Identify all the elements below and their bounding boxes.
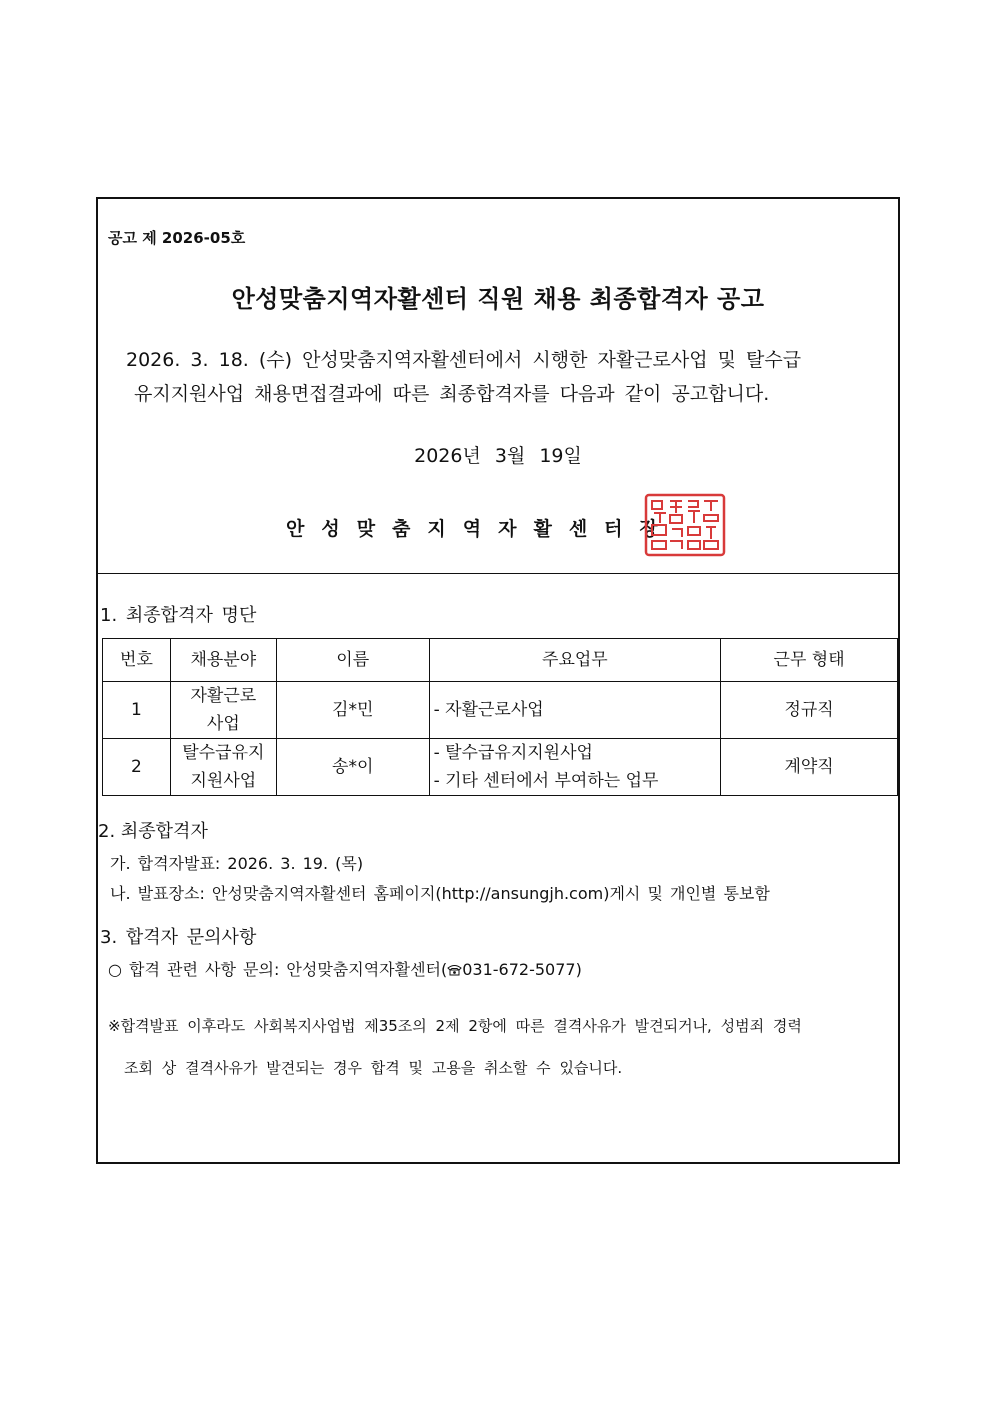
- column-header: 번호: [103, 639, 171, 682]
- row-employment-type: 정규직: [721, 682, 898, 739]
- section3-heading: 3. 합격자 문의사항: [100, 927, 257, 948]
- row-field: [170, 739, 276, 796]
- duty-line: - 자활근로사업: [433, 700, 544, 720]
- field-line: 자활근로: [190, 686, 257, 706]
- column-header: 이름: [276, 639, 429, 682]
- column-header: 채용분야: [170, 639, 276, 682]
- notice-date: 2026년 3월 19일: [414, 445, 582, 467]
- page-title: 안성맞춤지역자활센터 직원 채용 최종합격자 공고: [231, 285, 765, 313]
- duty-line: - 기타 센터에서 부여하는 업무: [433, 771, 659, 791]
- table-header-row: [103, 639, 898, 682]
- field-line: 지원사업: [190, 771, 257, 791]
- official-seal-icon: [644, 493, 726, 557]
- row-duty: [429, 739, 721, 796]
- section2-heading: 2. 최종합격자: [98, 821, 208, 842]
- duty-line: - 탈수급유지지원사업: [433, 743, 593, 763]
- field-line: 사업: [206, 714, 240, 734]
- announcement-place-item: 나. 발표장소: 안성맞춤지역자활센터 홈페이지(http://ansungjh.com)게시 및 개인별 통보함: [110, 884, 770, 903]
- row-field: [170, 682, 276, 739]
- disclaimer-line-1: ※합격발표 이후라도 사회복지사업법 제35조의 2제 2항에 따른 결격사유가 발견되거나, 성범죄 경력: [108, 1017, 802, 1035]
- column-header: 주요업무: [429, 639, 721, 682]
- phone-icon: [447, 961, 462, 973]
- row-name: 김*민: [276, 682, 429, 739]
- row-employment-type: 계약직: [721, 739, 898, 796]
- table-row: [103, 739, 898, 796]
- notice-number: 공고 제 2026-05호: [108, 229, 246, 247]
- intro-line-1: 2026. 3. 18. (수) 안성맞춤지역자활센터에서 시행한 자활근로사업 및 탈수급: [126, 349, 802, 371]
- contact-prefix: ○ 합격 관련 사항 문의: 안성맞춤지역자활센터(: [108, 960, 448, 979]
- announcement-date-item: 가. 합격자발표: 2026. 3. 19. (목): [110, 854, 364, 873]
- table-row: [103, 682, 898, 739]
- organization-name: 안성맞춤지역자활센터장: [286, 518, 675, 540]
- section-divider: [98, 573, 898, 574]
- row-name: 송*이: [276, 739, 429, 796]
- notice-frame: [96, 197, 900, 1164]
- finalists-table: [102, 638, 898, 796]
- row-number: 1: [103, 682, 171, 739]
- row-duty: [429, 682, 721, 739]
- field-line: 탈수급유지: [182, 743, 265, 763]
- disclaimer-line-2: 조회 상 결격사유가 발견되는 경우 합격 및 고용을 취소할 수 있습니다.: [124, 1059, 623, 1077]
- contact-phone: 031-672-5077): [462, 960, 582, 979]
- contact-line: [108, 957, 582, 980]
- column-header: 근무 형태: [721, 639, 898, 682]
- row-number: 2: [103, 739, 171, 796]
- intro-line-2: 유지지원사업 채용면접결과에 따른 최종합격자를 다음과 같이 공고합니다.: [134, 383, 770, 405]
- section1-heading: 1. 최종합격자 명단: [100, 605, 257, 626]
